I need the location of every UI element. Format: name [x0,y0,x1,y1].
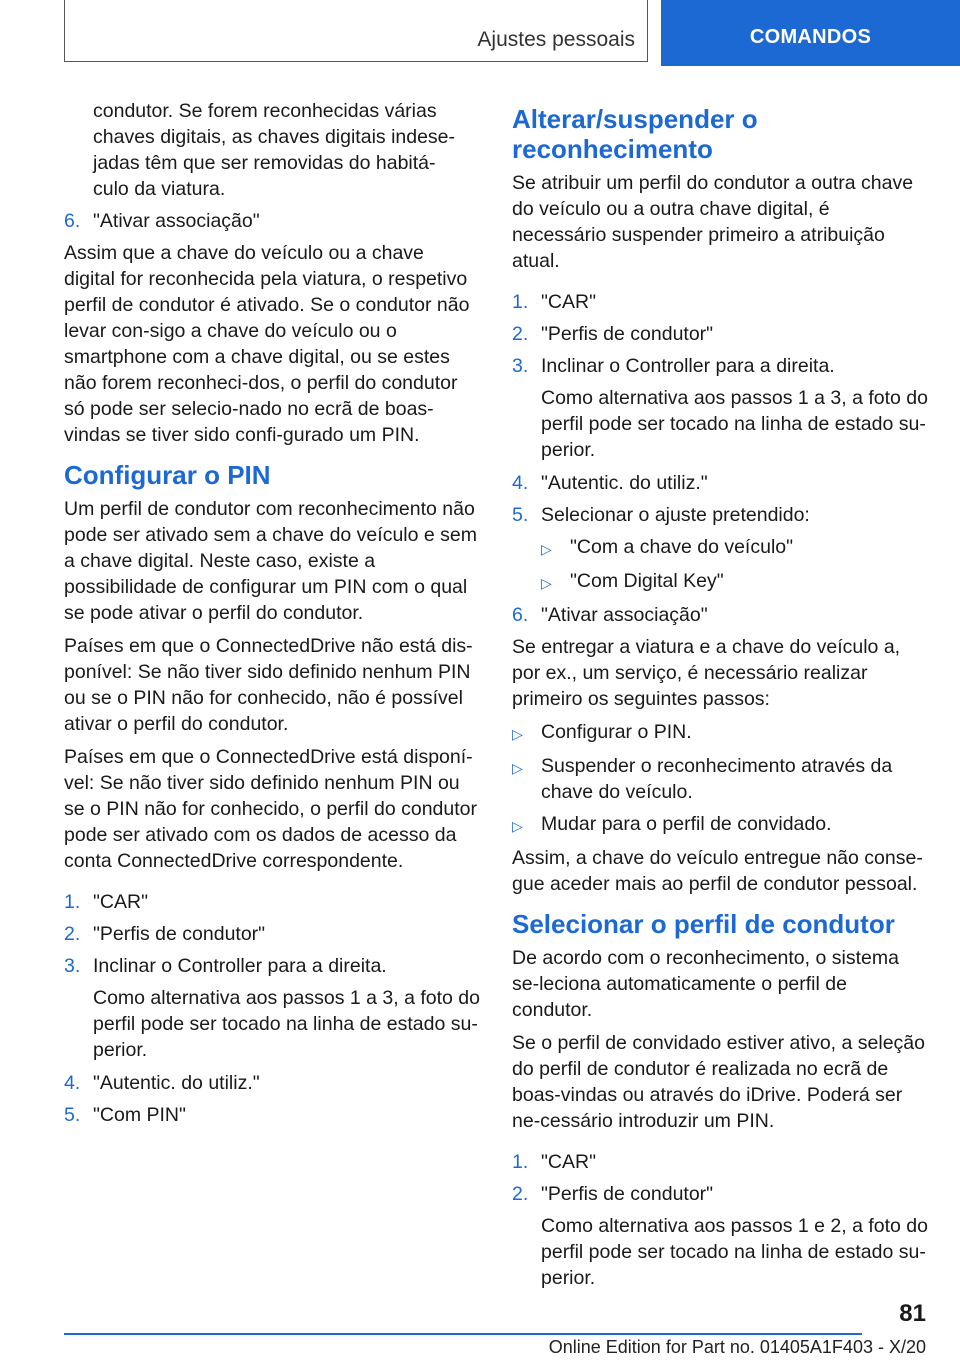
list-item [512,470,928,496]
paragraph: Se atribuir um perfil do condutor a outra chave do veículo ou a outra chave digital, é necessário suspender primeiro a atribuição atual. [512,172,914,272]
triangle-bullet-icon: ▷ [541,575,552,591]
option-item [512,568,928,596]
list-item [64,1102,480,1128]
list-item [512,1181,928,1207]
triangle-bullet-icon: ▷ [512,818,523,834]
step-text: Selecionar o ajuste pretendido: [541,504,810,526]
step-number: 6. [64,210,81,232]
option-text: "Com a chave do veículo" [570,536,794,558]
paragraph: Se entregar a viatura e a chave do veículo a, por ex., um serviço, é necessário realizar primeiro os seguintes passos: [512,636,901,710]
bullet-item [512,719,928,747]
step-number: 2. [512,323,529,345]
step-number: 3. [64,955,81,977]
list-item [64,889,480,915]
list-item [512,321,928,347]
step-number: 2. [64,923,81,945]
step-text: "Autentic. do utiliz." [541,472,708,494]
paragraph: Assim, a chave do veículo entregue não conse-gue aceder mais ao perfil de condutor pessoal. [512,847,923,895]
step-text: Inclinar o Controller para a direita. [93,955,387,977]
bullet-item [512,811,928,839]
step-text: "Autentic. do utiliz." [93,1072,260,1094]
page-header [0,0,960,66]
step-note: Como alternativa aos passos 1 a 3, a foto do perfil pode ser tocado na linha de estado su-perior. [93,987,480,1061]
step-number: 2. [512,1183,529,1205]
paragraph: Assim que a chave do veículo ou a chave digital for reconhecida pela viatura, o respetivo perfil de condutor é ativado. Se o condutor não levar con-sigo a chave do veículo ou o smartphone com a chave digital, ou se estes não forem reconheci-dos, o perfil do condutor só pode ser selecio-nado no ecrã de boas-vindas se tiver sido confi-gurado um PIN. [64,242,470,446]
list-item [512,289,928,315]
list-item [512,502,928,528]
step-text: "CAR" [541,1151,597,1173]
bullet-item [512,753,928,805]
list-item [512,1149,928,1175]
step-number: 5. [512,504,529,526]
paragraph: Se o perfil de convidado estiver ativo, a seleção do perfil de condutor é realizada no ecrã de boas-vindas ou através do iDrive. Poderá ser ne-cessário introduzir um PIN. [512,1032,925,1132]
paragraph: Um perfil de condutor com reconhecimento não pode ser ativado sem a chave do veículo e sem a chave digital. Neste caso, existe a possibilidade de configurar um PIN com o qual se pode ativar o perfil do condutor. [64,498,477,624]
continued-line-2: chaves digitais, as chaves digitais indese- [93,126,456,148]
step-number: 3. [512,355,529,377]
edition-footer: Online Edition for Part no. 01405A1F403 - X/20 [548,1337,926,1357]
step-number: 1. [64,891,81,913]
section-title: Ajustes pessoais [477,28,635,51]
right-column [512,98,928,1298]
left-column [64,98,480,1134]
continued-text [64,98,480,202]
step-number: 1. [512,1151,529,1173]
step-note: Como alternativa aos passos 1 e 2, a foto do perfil pode ser tocado na linha de estado su-perior. [541,1215,928,1289]
option-item [512,534,928,562]
step-text: "Ativar associação" [93,210,260,232]
step-text: "Perfis de condutor" [541,323,714,345]
footer-divider [64,1333,862,1335]
list-item [512,602,928,628]
step-number: 1. [512,291,529,313]
step-text: "CAR" [93,891,149,913]
page-number: 81 [899,1300,926,1327]
option-text: "Com Digital Key" [570,570,724,592]
step-text: Inclinar o Controller para a direita. [541,355,835,377]
step-number: 5. [64,1104,81,1126]
step-number: 4. [64,1072,81,1094]
continued-line-3: jadas têm que ser removidas do habitá- [93,152,436,174]
paragraph: Países em que o ConnectedDrive está disponí-vel: Se não tiver sido definido nenhum PIN ou se o PIN não for conhecido, o perfil do condutor pode ser ativado com os dados de acesso da conta ConnectedDrive correspondente. [64,746,478,872]
triangle-bullet-icon: ▷ [541,541,552,557]
list-item [64,208,480,234]
heading-alterar-suspender: Alterar/suspender o reconhecimento [512,104,758,164]
step-text: "Ativar associação" [541,604,708,626]
step-text: "CAR" [541,291,597,313]
heading-selecionar-perfil: Selecionar o perfil de condutor [512,909,895,939]
list-item [64,1070,480,1096]
continued-line-4: culo da viatura. [93,178,226,200]
section-title-box [64,0,648,62]
bullet-text: Mudar para o perfil de convidado. [541,813,832,835]
chapter-tab[interactable]: COMANDOS [661,0,960,66]
step-text: "Perfis de condutor" [93,923,266,945]
bullet-text: Configurar o PIN. [541,721,692,743]
step-number: 6. [512,604,529,626]
bullet-text: Suspender o reconhecimento através da chave do veículo. [541,755,893,803]
triangle-bullet-icon: ▷ [512,760,523,776]
step-text: "Com PIN" [93,1104,186,1126]
list-item [64,921,480,947]
step-number: 4. [512,472,529,494]
step-note: Como alternativa aos passos 1 a 3, a foto do perfil pode ser tocado na linha de estado su-perior. [541,387,928,461]
list-item [512,353,928,379]
paragraph: Países em que o ConnectedDrive não está dis-ponível: Se não tiver sido definido nenhum PIN ou se o PIN não for conhecido, não é possível ativar o perfil do condutor. [64,635,473,735]
step-text: "Perfis de condutor" [541,1183,714,1205]
heading-configurar-pin: Configurar o PIN [64,460,271,490]
triangle-bullet-icon: ▷ [512,726,523,742]
continued-line-1: condutor. Se forem reconhecidas várias [93,100,437,122]
paragraph: De acordo com o reconhecimento, o sistema se-leciona automaticamente o perfil de condutor. [512,947,899,1021]
list-item [64,953,480,979]
